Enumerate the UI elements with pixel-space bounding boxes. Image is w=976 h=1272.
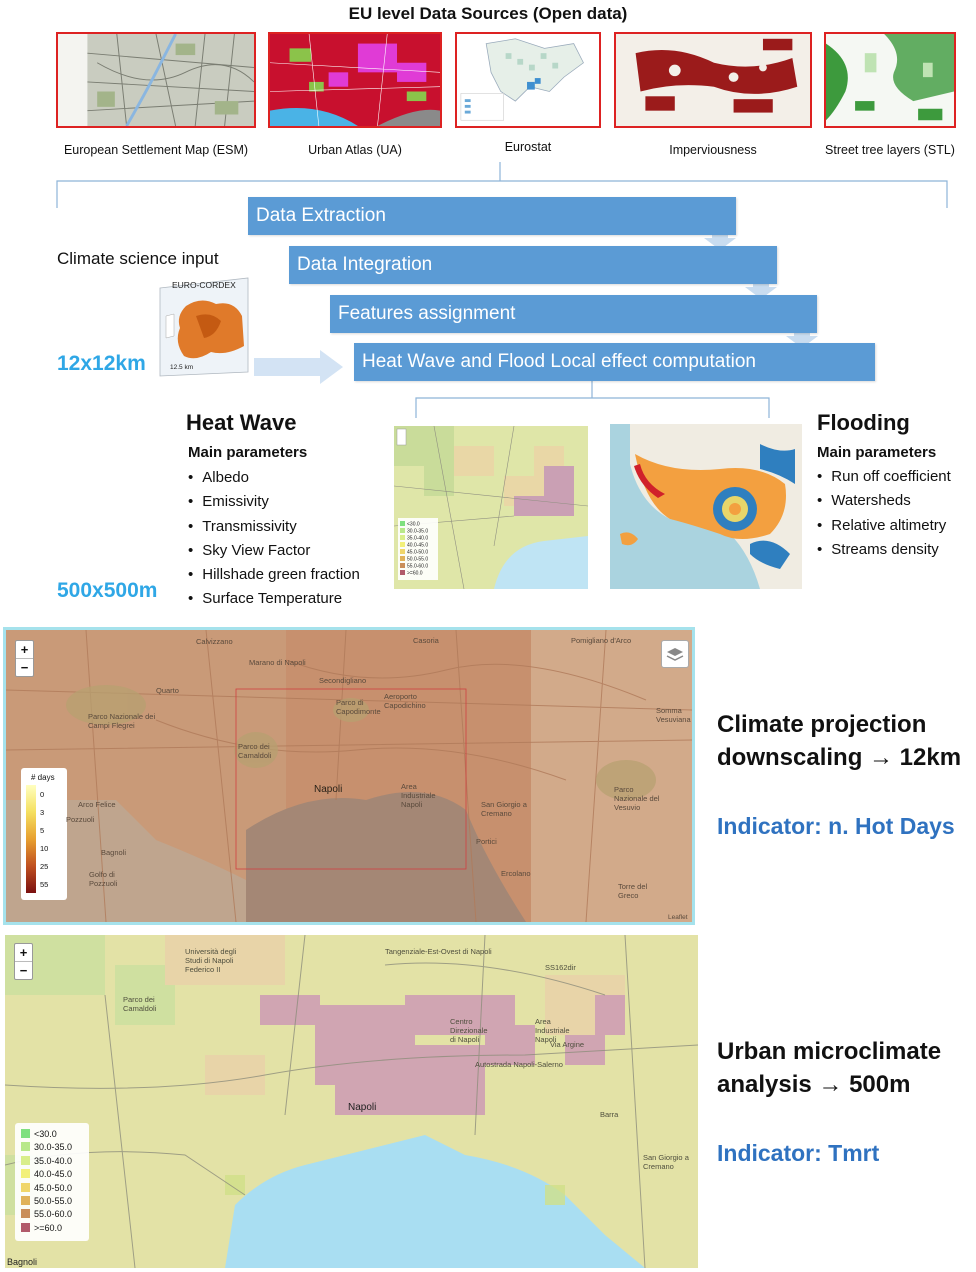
place-label: Secondigliano <box>319 676 367 685</box>
legend-tick: 25 <box>40 862 49 871</box>
source-label-urban-atlas: Urban Atlas (UA) <box>308 143 402 157</box>
map2-zoom-out-button[interactable]: − <box>15 961 32 979</box>
place-label: Napoli <box>348 1102 377 1113</box>
flooding-params-head: Main parameters <box>817 444 937 461</box>
place-label: Bagnoli <box>7 1257 38 1267</box>
flooding-map-thumbnail <box>610 424 802 589</box>
place-label: Aeroporto Capodichino <box>384 692 426 710</box>
map2-place-labels <box>5 935 698 1268</box>
map1-caption-line1: Climate projection <box>717 711 927 738</box>
place-label: San Giorgio a Cremano <box>481 800 527 818</box>
map2-zoom-in-button[interactable]: + <box>19 945 28 960</box>
legend-tick: 5 <box>40 826 45 835</box>
map2-indicator: Indicator: Tmrt <box>717 1140 880 1166</box>
map1-place-labels <box>6 630 692 922</box>
place-label: Somma Vesuviana <box>656 706 691 724</box>
hw-legend-label: 45.0-50.0 <box>407 549 429 556</box>
legend-label: 45.0-50.0 <box>34 1182 73 1193</box>
hw-legend-label: <30.0 <box>407 521 420 528</box>
resolution-coarse: 12x12km <box>57 352 146 375</box>
source-label-imperviousness: Imperviousness <box>669 143 757 157</box>
page-title: EU level Data Sources (Open data) <box>348 4 628 23</box>
place-label: Barra <box>600 1110 619 1119</box>
legend-tick: 10 <box>40 844 49 853</box>
place-label: SS162dir <box>545 963 576 972</box>
place-label: Parco Nazionale dei Campi Flegrei <box>88 712 156 730</box>
hw-legend-label: 30.0-35.0 <box>407 528 429 535</box>
step-local-effect-computation: Heat Wave and Flood Local effect computation <box>354 343 875 381</box>
hw-legend-label: 50.0-55.0 <box>407 556 429 563</box>
place-label: Torre del Greco <box>618 882 648 900</box>
heatwave-params-head: Main parameters <box>188 444 308 461</box>
hw-legend-label: >=60.0 <box>407 570 423 577</box>
hot-days-map[interactable] <box>3 627 695 925</box>
step-data-extraction: Data Extraction <box>248 197 736 235</box>
place-label: Napoli <box>314 784 343 795</box>
place-label: Bagnoli <box>101 848 127 857</box>
legend-tick: 0 <box>40 790 45 799</box>
place-label: Tangenziale-Est-Ovest di Napoli <box>385 947 492 956</box>
map1-indicator: Indicator: n. Hot Days <box>717 813 955 839</box>
legend-label: 35.0-40.0 <box>34 1155 73 1166</box>
param-item: • Transmissivity <box>188 515 360 539</box>
euro-cordex-title: EURO-CORDEX <box>172 280 236 290</box>
legend-label: 30.0-35.0 <box>34 1142 73 1153</box>
place-label: Area Industriale Napoli <box>535 1017 570 1044</box>
place-label: Parco Nazionale del Vesuvio <box>614 785 660 812</box>
place-label: Portici <box>476 837 497 846</box>
place-label: Parco dei Camaldoli <box>123 995 157 1013</box>
place-label: Casoria <box>413 636 439 645</box>
tmrt-map[interactable] <box>5 935 698 1268</box>
legend-label: <30.0 <box>34 1129 57 1139</box>
map2-caption-line2: analysis → 500m <box>717 1071 911 1098</box>
legend-tick: 3 <box>40 808 45 817</box>
map1-caption-line2: downscaling → 12km <box>717 744 962 771</box>
map2-caption-line1: Urban microclimate <box>717 1038 942 1065</box>
source-label-street-trees: Street tree layers (STL) <box>825 143 955 157</box>
legend-label: 55.0-60.0 <box>34 1209 73 1220</box>
hw-legend-label: 55.0-60.0 <box>407 563 429 570</box>
param-item: • Relative altimetry <box>817 514 951 538</box>
hw-legend-label: 35.0-40.0 <box>407 535 429 542</box>
legend-label: 40.0-45.0 <box>34 1169 73 1180</box>
source-label-esm: European Settlement Map (ESM) <box>63 143 249 157</box>
place-label: Calvizzano <box>196 637 233 646</box>
place-label: Università degli Studi di Napoli Federico II <box>185 947 237 974</box>
leaflet-attribution: Leaflet <box>668 914 688 921</box>
param-item: • Emissivity <box>188 490 360 514</box>
place-label: Pomigliano d'Arco <box>571 636 632 645</box>
place-label: Centro Direzionale di Napoli <box>450 1017 488 1044</box>
climate-input-label: Climate science input <box>57 249 219 268</box>
place-label: San Giorgio a Cremano <box>643 1153 689 1171</box>
euro-cordex-map <box>156 276 252 380</box>
map1-zoom-in-button[interactable]: + <box>20 642 29 657</box>
step-data-integration: Data Integration <box>289 246 777 284</box>
heatwave-params-list <box>188 466 360 612</box>
map2-caption <box>717 1035 941 1101</box>
euro-cordex-scale: 12.5 km <box>170 364 194 371</box>
param-item: • Run off coefficient <box>817 465 951 489</box>
place-label: Quarto <box>156 686 179 695</box>
place-label: Ercolano <box>501 869 531 878</box>
heatwave-map-thumbnail <box>394 426 588 589</box>
place-label: Area Industriale Napoli <box>401 782 436 809</box>
place-label: Arco Felice <box>78 800 116 809</box>
place-label: Pozzuoli <box>66 815 95 824</box>
flooding-title: Flooding <box>817 410 910 435</box>
param-item: • Streams density <box>817 538 951 562</box>
place-label: Golfo di Pozzuoli <box>89 870 118 888</box>
heatwave-title: Heat Wave <box>186 410 297 435</box>
legend-label: >=60.0 <box>34 1222 63 1233</box>
param-item: • Hillshade green fraction <box>188 563 360 587</box>
param-item: • Sky View Factor <box>188 539 360 563</box>
legend-label: 50.0-55.0 <box>34 1196 73 1207</box>
place-label: Via Argine <box>550 1040 585 1049</box>
source-label-eurostat: Eurostat <box>504 140 552 154</box>
map1-zoom-out-button[interactable]: − <box>16 658 33 676</box>
legend-tick: 55 <box>40 880 49 889</box>
place-label: Marano di Napoli <box>249 658 306 667</box>
resolution-fine: 500x500m <box>57 579 158 602</box>
param-item: • Albedo <box>188 466 360 490</box>
legend-title: # days <box>31 773 55 782</box>
place-label: Parco dei Camaldoli <box>238 742 272 760</box>
param-item: • Watersheds <box>817 489 951 513</box>
flooding-params-list <box>817 465 951 562</box>
hw-legend-label: 40.0-45.0 <box>407 542 429 549</box>
param-item: • Surface Temperature <box>188 587 360 611</box>
step-features-assignment: Features assignment <box>330 295 817 333</box>
place-label: Autostrada Napoli-Salerno <box>475 1060 563 1069</box>
map1-caption <box>717 708 961 774</box>
place-label: Parco di Capodimonte <box>336 698 381 716</box>
